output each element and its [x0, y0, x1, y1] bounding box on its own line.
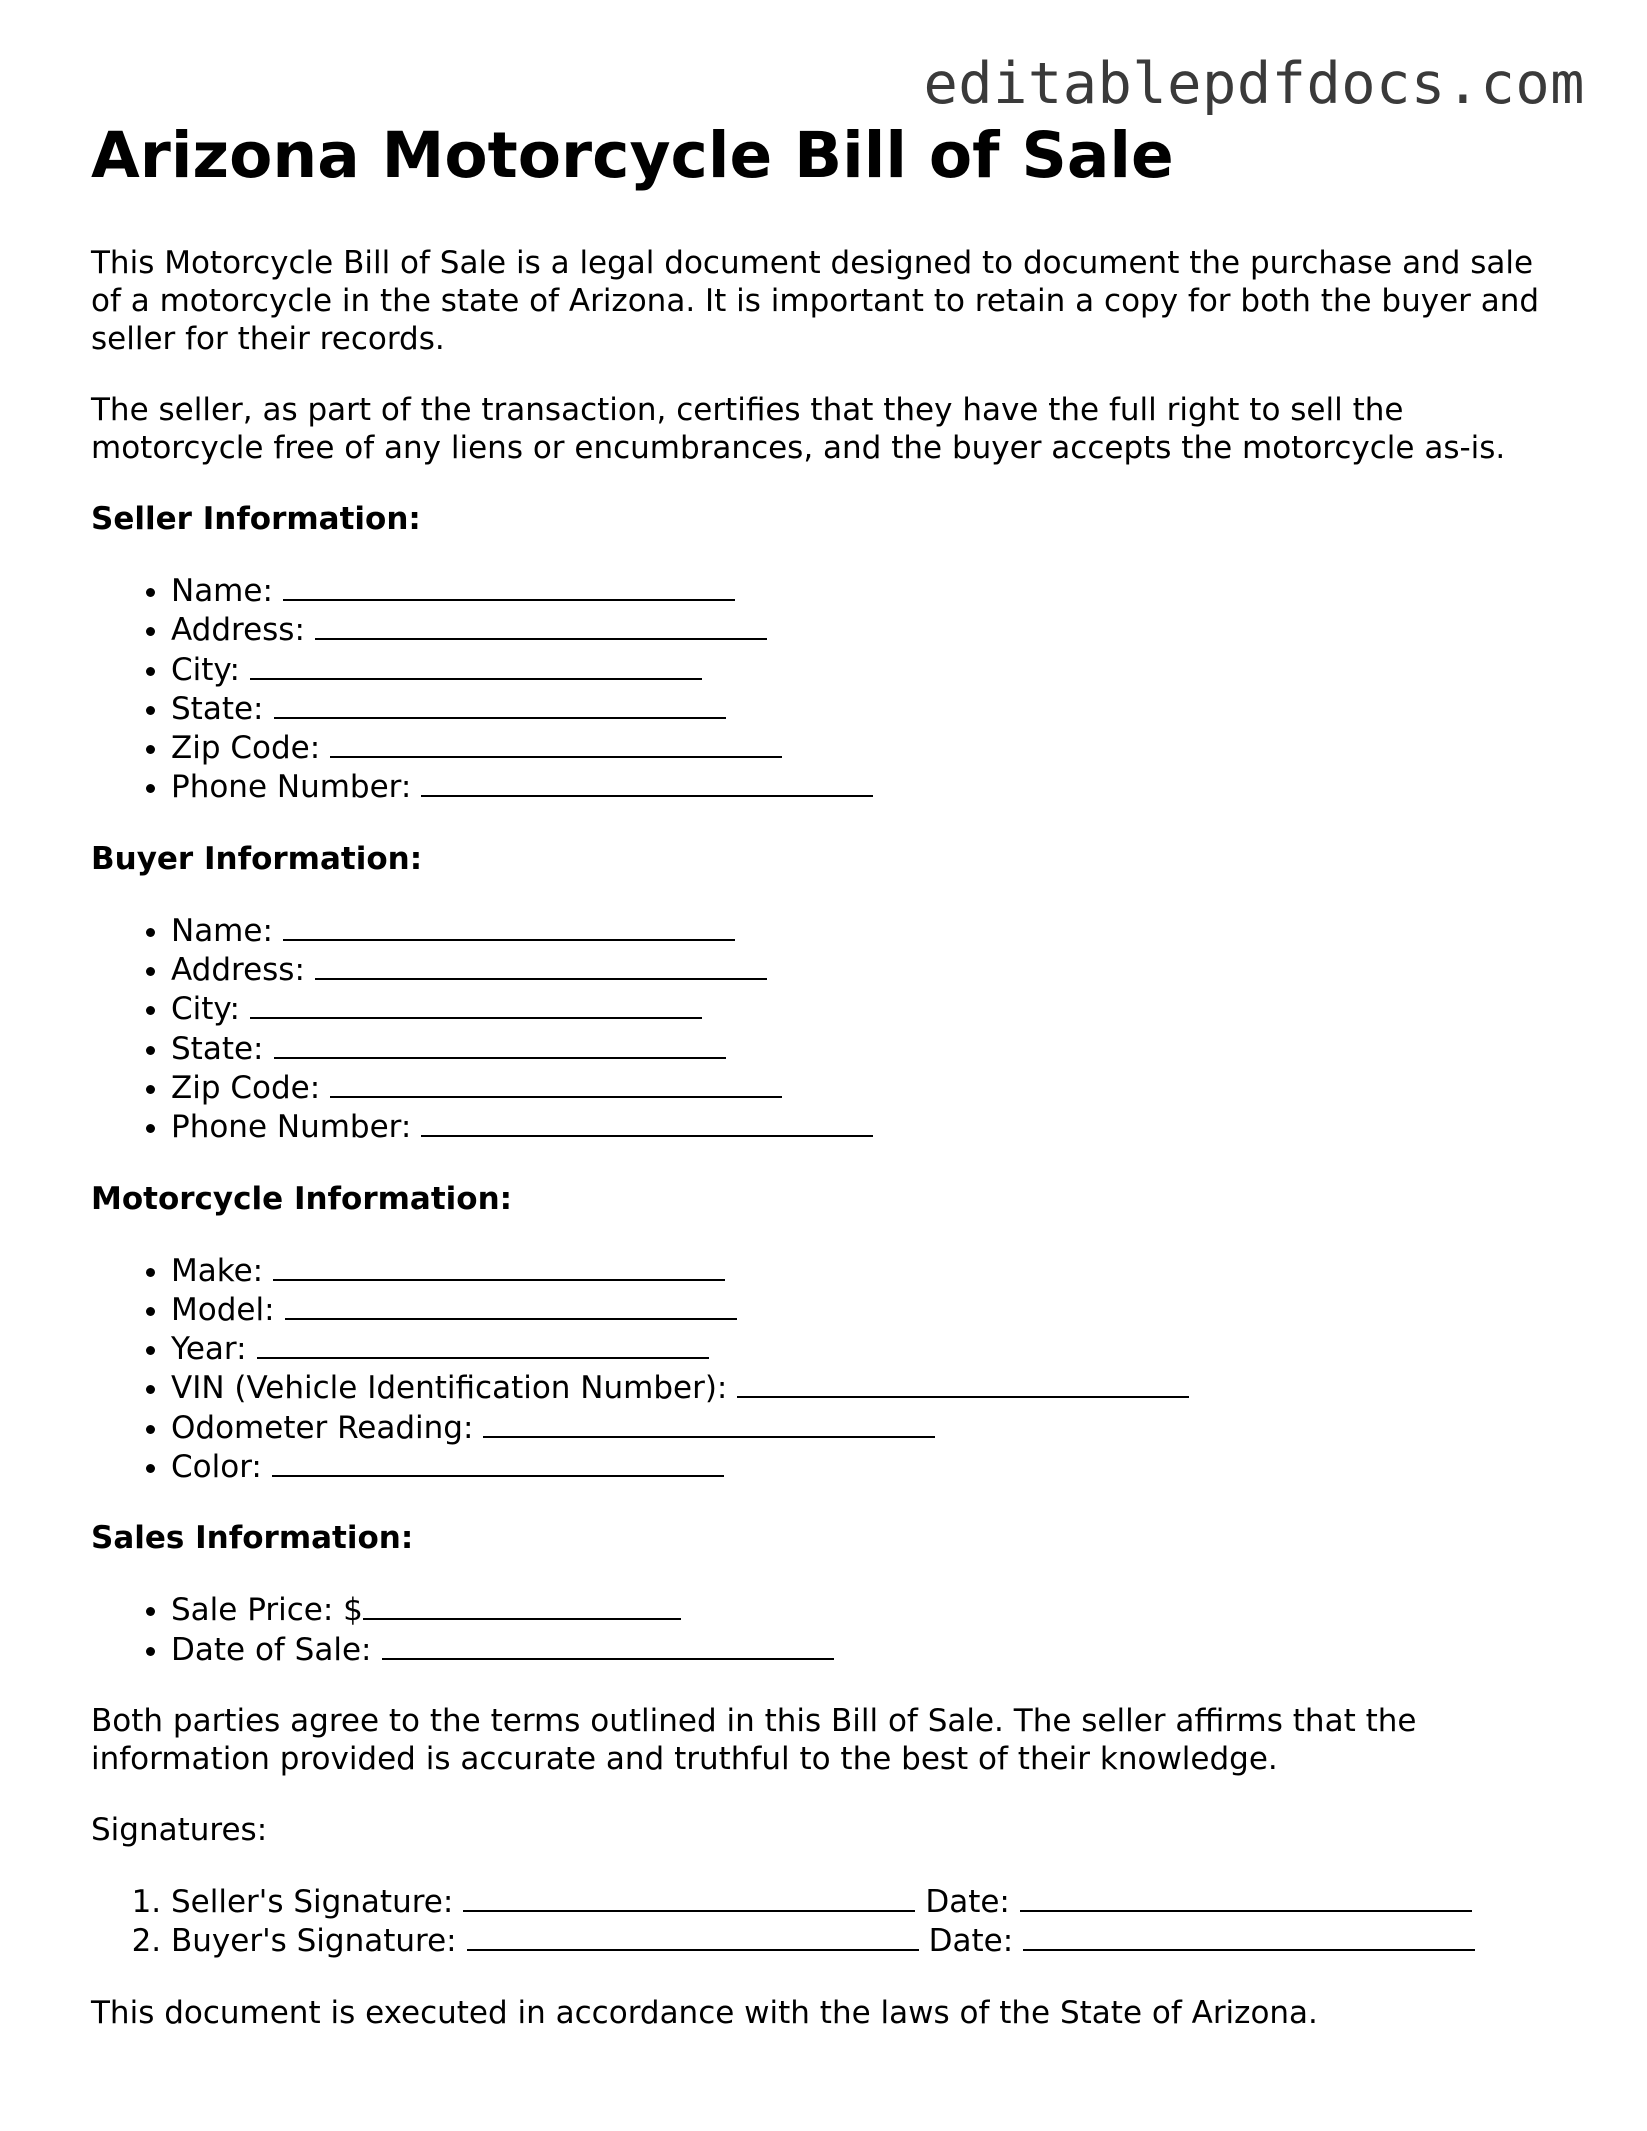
motorcycle-section-heading: Motorcycle Information: [91, 1180, 513, 1217]
buyer-address-blank[interactable] [315, 950, 767, 980]
field-label: City: [171, 991, 240, 1028]
field-label: Zip Code: [171, 1069, 321, 1106]
buyer-phone-item [171, 1107, 1561, 1146]
seller-state-blank[interactable] [274, 689, 726, 719]
field-label: Phone Number: [171, 769, 412, 806]
buyer-phone-blank[interactable] [421, 1107, 873, 1137]
buyer-city-blank[interactable] [250, 989, 702, 1019]
date-of-sale-item [171, 1630, 1561, 1669]
document-page [91, 118, 1561, 2032]
motorcycle-make-blank[interactable] [273, 1251, 725, 1281]
buyer-section-heading: Buyer Information: [91, 840, 423, 877]
field-label: VIN (Vehicle Identification Number): [171, 1370, 728, 1407]
buyer-state-item [171, 1029, 1561, 1068]
motorcycle-make-item [171, 1251, 1561, 1290]
buyer-name-item [171, 911, 1561, 950]
field-label: Color: [171, 1449, 262, 1486]
motorcycle-model-blank[interactable] [285, 1290, 737, 1320]
motorcycle-odometer-blank[interactable] [483, 1408, 935, 1438]
buyer-name-blank[interactable] [283, 911, 735, 941]
seller-field-list [91, 571, 1561, 807]
field-label: Year: [171, 1331, 247, 1368]
motorcycle-vin-blank[interactable] [737, 1368, 1189, 1398]
seller-section-heading: Seller Information: [91, 501, 421, 537]
field-label: State: [171, 690, 264, 727]
field-label: Sale Price: $ [171, 1592, 363, 1629]
motorcycle-odometer-item [171, 1408, 1561, 1447]
field-label: Odometer Reading: [171, 1409, 474, 1446]
sales-section-heading: Sales Information: [91, 1520, 414, 1557]
field-label: Date: [928, 1923, 1014, 1960]
seller-city-item [171, 650, 1561, 689]
field-label: State: [171, 1030, 264, 1067]
seller-address-blank[interactable] [315, 610, 767, 640]
buyer-state-blank[interactable] [274, 1029, 726, 1059]
buyer-signature-item [171, 1921, 1561, 1960]
field-label: Model: [171, 1291, 275, 1328]
intro-paragraph-1: This Motorcycle Bill of Sale is a legal document designed to document the purchase and sale of a motorcycle in the state of Arizona. It is important to retain a copy for both the buyer and seller for their records. [91, 245, 1540, 357]
seller-zip-item [171, 728, 1561, 767]
field-label: City: [171, 651, 240, 688]
seller-zip-blank[interactable] [330, 728, 782, 758]
seller-name-blank[interactable] [283, 571, 735, 601]
buyer-zip-item [171, 1068, 1561, 1107]
sale-price-blank[interactable] [363, 1590, 681, 1620]
watermark: editablepdfdocs.com [923, 51, 1585, 117]
footer-statement: This document is executed in accordance with the laws of the State of Arizona. [91, 1994, 1318, 2031]
field-label: Zip Code: [171, 730, 321, 767]
field-label: Address: [171, 952, 305, 989]
sales-field-list [91, 1590, 1561, 1669]
motorcycle-color-blank[interactable] [272, 1447, 724, 1477]
sale-price-item [171, 1590, 1561, 1629]
motorcycle-vin-item [171, 1368, 1561, 1407]
seller-phone-blank[interactable] [421, 767, 873, 797]
field-label: Date: [925, 1883, 1010, 1920]
signatures-heading: Signatures: [91, 1811, 268, 1848]
agreement-paragraph: Both parties agree to the terms outlined in this Bill of Sale. The seller affirms that the information provided is accurate and truthful to the best of their knowledge. [91, 1702, 1417, 1777]
signature-list [91, 1882, 1561, 1961]
field-label: Name: [171, 912, 273, 949]
date-of-sale-blank[interactable] [382, 1630, 834, 1660]
page-title: Arizona Motorcycle Bill of Sale [91, 119, 1174, 192]
buyer-signature-blank[interactable] [467, 1921, 919, 1951]
motorcycle-field-list [91, 1251, 1561, 1487]
seller-phone-item [171, 767, 1561, 806]
intro-paragraph-2: The seller, as part of the transaction, certifies that they have the full right to sell the motorcycle free of any liens or encumbrances, and the buyer accepts the motorcycle as-is. [91, 392, 1506, 466]
seller-signature-item [171, 1882, 1561, 1921]
buyer-zip-blank[interactable] [330, 1068, 782, 1098]
seller-address-item [171, 610, 1561, 649]
motorcycle-model-item [171, 1290, 1561, 1329]
seller-signature-date-blank[interactable] [1020, 1882, 1472, 1912]
buyer-address-item [171, 950, 1561, 989]
seller-name-item [171, 571, 1561, 610]
field-label: Address: [171, 612, 305, 649]
motorcycle-year-blank[interactable] [257, 1329, 709, 1359]
field-label: Seller's Signature: [171, 1883, 454, 1920]
field-label: Buyer's Signature: [171, 1923, 457, 1960]
motorcycle-color-item [171, 1447, 1561, 1486]
field-label: Phone Number: [171, 1109, 412, 1146]
buyer-signature-date-blank[interactable] [1023, 1921, 1475, 1951]
buyer-field-list [91, 911, 1561, 1147]
field-label: Date of Sale: [171, 1631, 372, 1668]
seller-state-item [171, 689, 1561, 728]
motorcycle-year-item [171, 1329, 1561, 1368]
field-label: Name: [171, 573, 273, 609]
field-label: Make: [171, 1252, 264, 1289]
seller-signature-blank[interactable] [463, 1882, 915, 1912]
seller-city-blank[interactable] [250, 650, 702, 680]
buyer-city-item [171, 989, 1561, 1028]
